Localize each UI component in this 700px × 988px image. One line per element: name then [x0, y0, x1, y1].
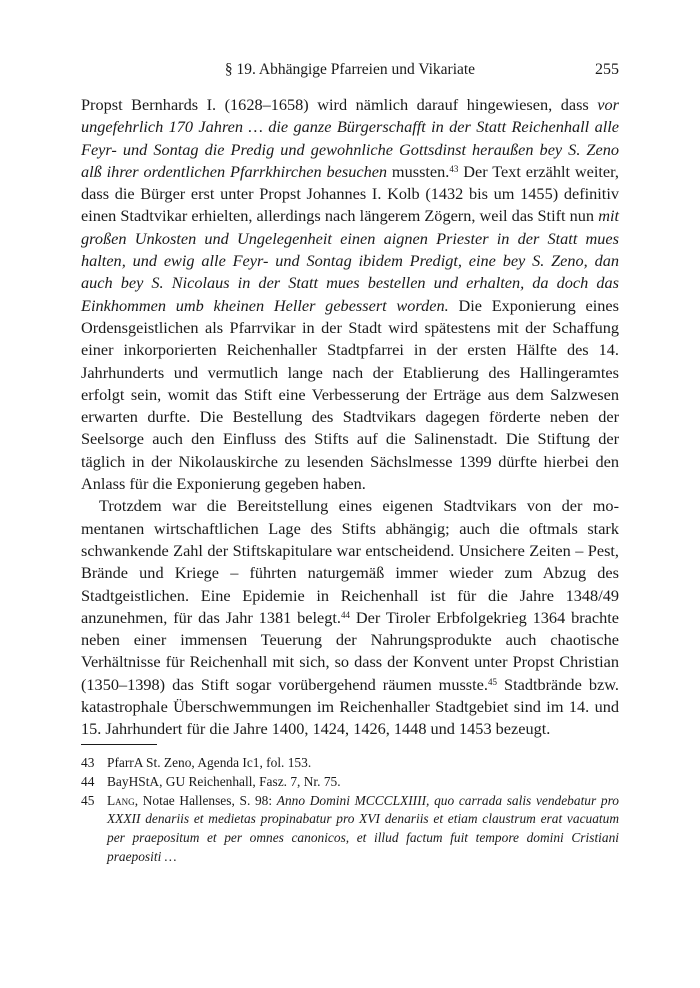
footnote-text: PfarrA St. Zeno, Agenda Ic1, fol. 153. [107, 755, 312, 770]
text-run: Der Text erzählt weiter, dass die Bürger erst unter Propst Johannes I. Kolb (1432 bis um 1455) definitiv einen Stadtvikar erhielten, allerdings nach längerem Zögern, weil das Stift nun [81, 161, 619, 226]
main-text [81, 94, 619, 741]
text-run: Der Tiroler Erbfolgekrieg 1364 brachte neben einer immensen Teuerung der Nahrungsprodukte auch chaotische Verhältnisse für Reichenhall mit sich, so dass der Konvent unter Propst Christian (1350–1398) das Stift sogar vorübergehend räumen musste. [81, 607, 619, 694]
quotation: mit großen Unkosten und Ungelegenheit einen aignen Priester in der Statt mues halten, und ewig alle Feyr- und Sontag ibidem Predigt, eine bey S. Zeno, dan auch bey S. Nicolaus in der Statt mues bestellen und erhalten, da doch das Einkhommen umb kheinen Heller gebessert worden. [81, 206, 619, 315]
paragraph-1 [81, 94, 619, 495]
footnote-number: 44 [81, 773, 95, 789]
quotation: vor ungefehrlich 170 Jahren … die ganze Bürgerschafft in der Statt Reichenhall alle Feyr- und Sontag die Predig und gewohnliche Gottsdinst heraußen bey S. Zeno alß ihrer ordentlichen Pfarrkhirchen besuchen [81, 95, 619, 181]
footnote-45 [81, 792, 619, 867]
footnote-author: Lang [107, 792, 135, 808]
footnote-ref: 43 [449, 163, 459, 174]
text-run: mussten. [387, 161, 450, 181]
footnote-quotation: Anno Domini MCCCLXIIII, quo carrada salis vendebatur pro XXXII denariis et medietas propinabatur pro XVI denariis et etiam claustrum erat vacuatum per praepositum et per omnes canonicos, et illud factum fuit tempore domini Cristiani praepositi … [107, 792, 619, 864]
running-title: § 19. Abhängige Pfarreien und Vikariate [224, 61, 476, 78]
footnote-44 [81, 773, 619, 792]
footnote-divider [81, 744, 157, 745]
footnote-text: , Notae Hallenses, S. 98: [134, 792, 277, 808]
text-run: Trotzdem war die Bereitstellung eines eigenen Stadtvikars von der momentanen wirtschaftlichen Lage des Stifts abhängig; auch die oftmals stark schwankende Zahl der Stiftskapitulare war entscheidend. Unsichere Zeiten – Pest, Brände und Kriege – führten naturgemäß immer wieder zum Abzug des Stadtgeistlichen. Eine Epidemie in Reichenhall ist für die Jahre 1348/49 anzunehmen, für das Jahr 1381 belegt. [81, 496, 619, 627]
page-header [81, 61, 619, 81]
footnote-ref: 45 [487, 676, 497, 687]
footnote-number: 45 [81, 792, 95, 808]
footnote-43 [81, 754, 619, 773]
text-run: Stadtbrände bzw. katastrophale Überschwemmungen im Reichenhaller Stadtgebiet sind im 14. und 15. Jahrhundert für die Jahre 1400, 1424, 1426, 1448 und 1453 bezeugt. [81, 674, 619, 739]
footnote-ref: 44 [340, 609, 350, 620]
text-run: Die Exponierung eines Ordensgeistlichen als Pfarrvikar in der Stadt wird spätestens mit der Schaffung einer inkorporierten Reichenhaller Stadtpfarrei in der ersten Hälfte des 14. Jahrhunderts und vermutlich lange nach der Etablierung des Hallingeramtes erfolgt sein, womit das Stift eine Verbesserung der Erträge aus dem Salzwesen erwarten durfte. Die Bestellung des Stadtvikars dagegen förderte neben der Seelsorge auch den Einfluss des Stifts auf die Salinenstadt. Die Stiftung der täglich in der Nikolauskirche zu lesenden Sächslmesse 1399 dürfte hierbei den Anlass für die Exponierung gegeben haben. [81, 295, 619, 494]
text-run: Propst Bernhards I. (1628–1658) wird nämlich darauf hingewiesen, dass [81, 95, 598, 114]
footnote-number: 43 [81, 755, 95, 770]
paragraph-2 [81, 495, 619, 740]
footnote-text: BayHStA, GU Reichenhall, Fasz. 7, Nr. 75. [107, 773, 341, 789]
page-number: 255 [595, 61, 619, 78]
footnotes [81, 754, 619, 867]
